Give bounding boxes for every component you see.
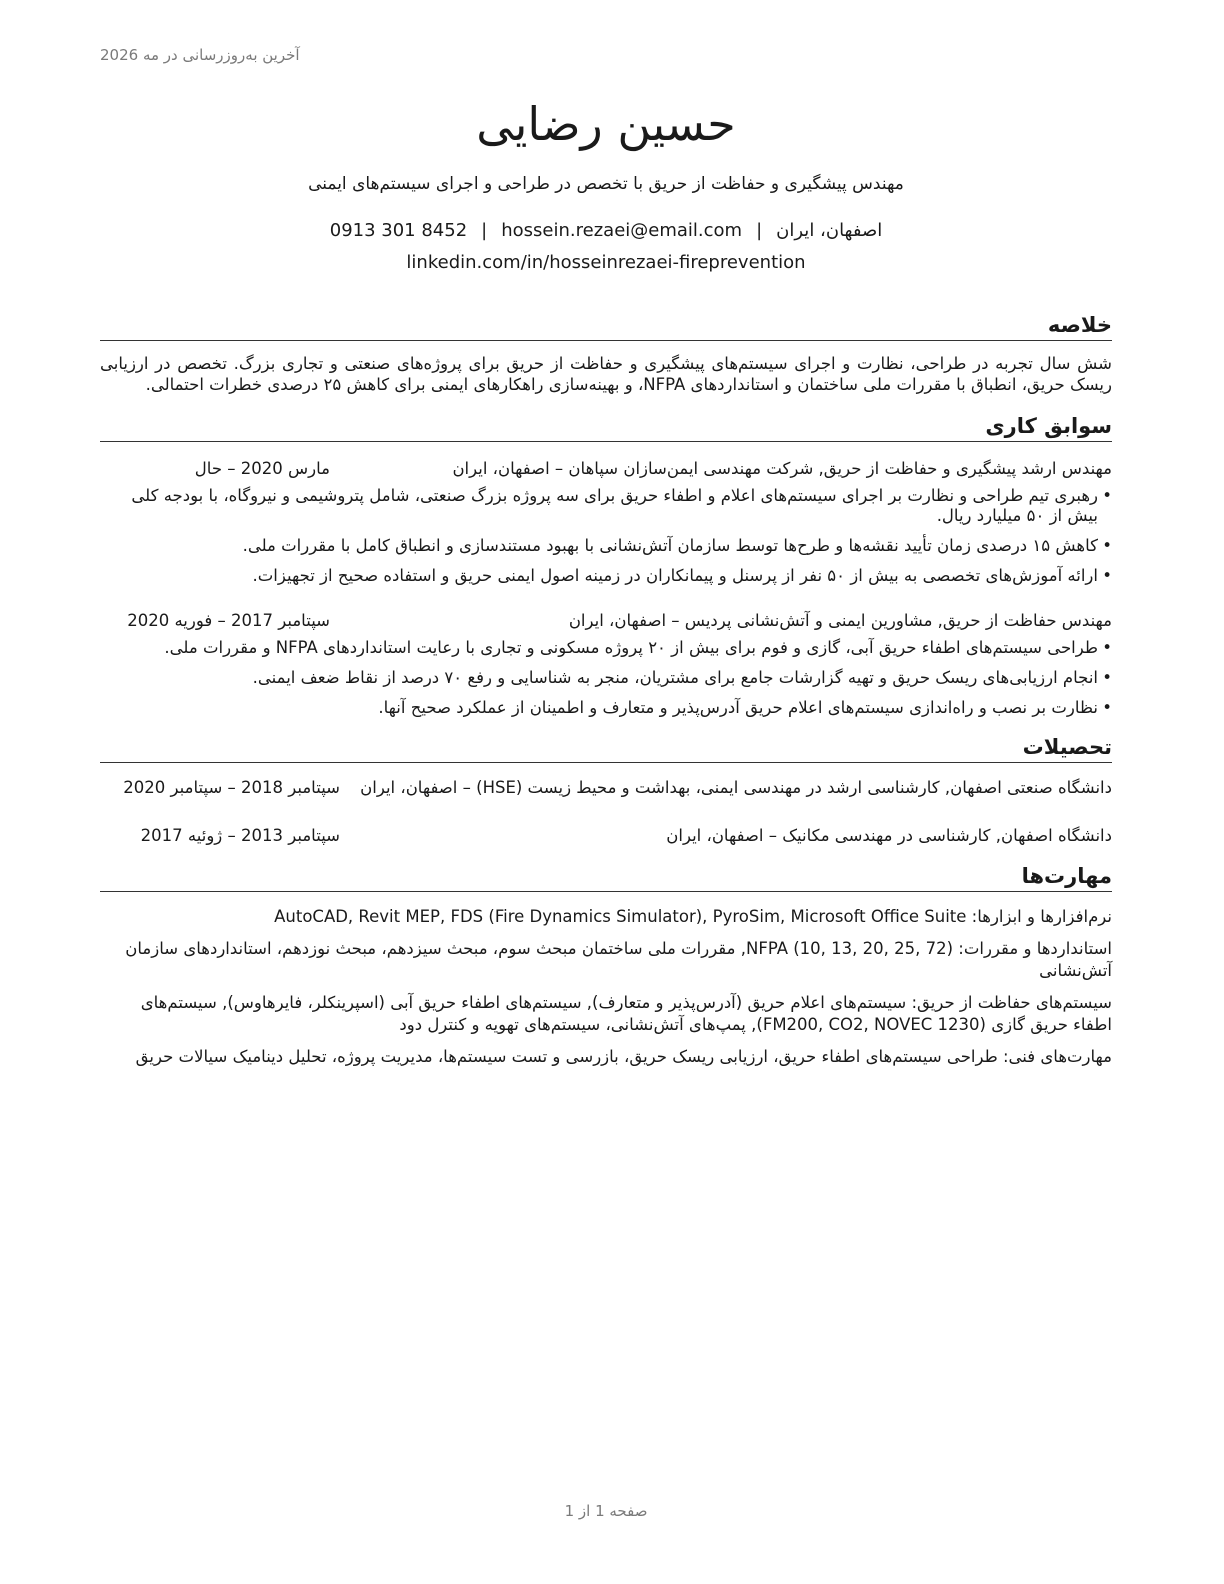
contact-separator: | [481,220,488,241]
job-bullets [100,638,1112,718]
last-updated: آخرین به‌روزرسانی در مه 2026 [100,46,300,64]
linkedin-link[interactable]: linkedin.com/in/hosseinrezaei-fireprevention [406,252,806,273]
education-heading: تحصیلات [100,732,1112,763]
education-date: سپتامبر 2018 – سپتامبر 2020 [123,778,340,797]
contact-location: اصفهان، ایران [776,220,883,241]
job-bullets [100,486,1112,586]
education-entry [100,825,1112,847]
job-header [100,610,1112,632]
candidate-name: حسین رضایی [476,97,736,151]
contact-separator: | [756,220,763,241]
summary-text: شش سال تجربه در طراحی، نظارت و اجرای سیستم‌های پیشگیری و حفاظت از حریق برای پروژه‌های صنعتی و تجاری بزرگ. تخصص در ارزیابی ریسک حریق، انطباق با مقررات ملی ساختمان و استانداردهای NFPA، و بهینه‌سازی راهکارهای ایمنی برای کاهش ۲۵ درصدی خطرات احتمالی. [100,354,1112,394]
job-bullet: • رهبری تیم طراحی و نظارت بر اجرای سیستم‌های اعلام و اطفاء حریق برای سه پروژه بزرگ صنعتی، شامل پتروشیمی و نیروگاه، با بودجه کلی بیش از ۵۰ میلیارد ریال. [100,486,1112,526]
job-entry [100,458,1112,586]
skill-line: استانداردها و مقررات: NFPA (10, 13, 20, 25, 72), مقررات ملی ساختمان مبحث سوم، مبحث سیزدهم، مبحث نوزدهم، استانداردهای سازمان آتش‌نشانی [125,939,1112,980]
summary-heading: خلاصه [100,310,1112,341]
contact-email[interactable]: hossein.rezaei@email.com [501,220,743,241]
job-date: مارس 2020 – حال [194,459,330,478]
job-bullet: • ارائه آموزش‌های تخصصی به بیش از ۵۰ نفر از پرسنل و پیمانکاران در زمینه اصول ایمنی حریق و استفاده صحیح از تجهیزات. [100,566,1112,586]
skills-heading: مهارت‌ها [100,861,1112,892]
job-role: مهندس حفاظت از حریق, مشاورین ایمنی و آتش‌نشانی پردیس – اصفهان، ایران [568,611,1112,630]
job-header [100,458,1112,480]
education-school: دانشگاه اصفهان, کارشناسی در مهندسی مکانیک – اصفهان، ایران [666,826,1112,845]
candidate-title: مهندس پیشگیری و حفاظت از حریق با تخصص در طراحی و اجرای سیستم‌های ایمنی [308,174,904,194]
job-bullet: • انجام ارزیابی‌های ریسک حریق و تهیه گزارشات جامع برای مشتریان، منجر به شناسایی و رفع ۷۰ درصد از نقاط ضعف ایمنی. [100,668,1112,688]
job-bullet: • نظارت بر نصب و راه‌اندازی سیستم‌های اعلام حریق آدرس‌پذیر و متعارف و اطمینان از عملکرد صحیح آنها. [100,698,1112,718]
skill-line: نرم‌افزارها و ابزارها: AutoCAD, Revit MEP, FDS (Fire Dynamics Simulator), PyroSim, Microsoft Office Suite [274,907,1112,926]
contact-line [100,218,1112,244]
education-entry [100,777,1112,799]
page-number: صفحه 1 از 1 [564,1502,648,1520]
resume-content [100,310,1112,1068]
education-school: دانشگاه صنعتی اصفهان, کارشناسی ارشد در مهندسی ایمنی، بهداشت و محیط زیست (HSE) – اصفهان، ایران [360,778,1112,797]
job-bullet: • طراحی سیستم‌های اطفاء حریق آبی، گازی و فوم برای بیش از ۲۰ پروژه مسکونی و تجاری با رعایت استانداردهای NFPA و مقررات ملی. [100,638,1112,658]
skill-line: سیستم‌های حفاظت از حریق: سیستم‌های اعلام حریق (آدرس‌پذیر و متعارف), سیستم‌های اطفاء حریق آبی (اسپرینکلر، فایرهاوس), سیستم‌های اطفاء حریق گازی (FM200, CO2, NOVEC 1230), پمپ‌های آتش‌نشانی، سیستم‌های تهویه و کنترل دود [140,993,1112,1034]
contact-phone: 0913 301 8452 [329,220,468,241]
job-date: سپتامبر 2017 – فوریه 2020 [127,611,330,630]
resume-page [100,0,1112,1584]
job-role: مهندس ارشد پیشگیری و حفاظت از حریق, شرکت مهندسی ایمن‌سازان سپاهان – اصفهان، ایران [452,459,1112,478]
experience-heading: سوابق کاری [100,411,1112,442]
education-date: سپتامبر 2013 – ژوئیه 2017 [140,826,340,845]
job-bullet: • کاهش ۱۵ درصدی زمان تأیید نقشه‌ها و طرح‌ها توسط سازمان آتش‌نشانی با بهبود مستندسازی و انطباق کامل با مقررات ملی. [100,536,1112,556]
job-entry [100,610,1112,718]
resume-header [100,92,1112,276]
skill-line: مهارت‌های فنی: طراحی سیستم‌های اطفاء حریق، ارزیابی ریسک حریق، بازرسی و تست سیستم‌ها، مدیریت پروژه، تحلیل دینامیک سیالات حریق [135,1047,1112,1066]
